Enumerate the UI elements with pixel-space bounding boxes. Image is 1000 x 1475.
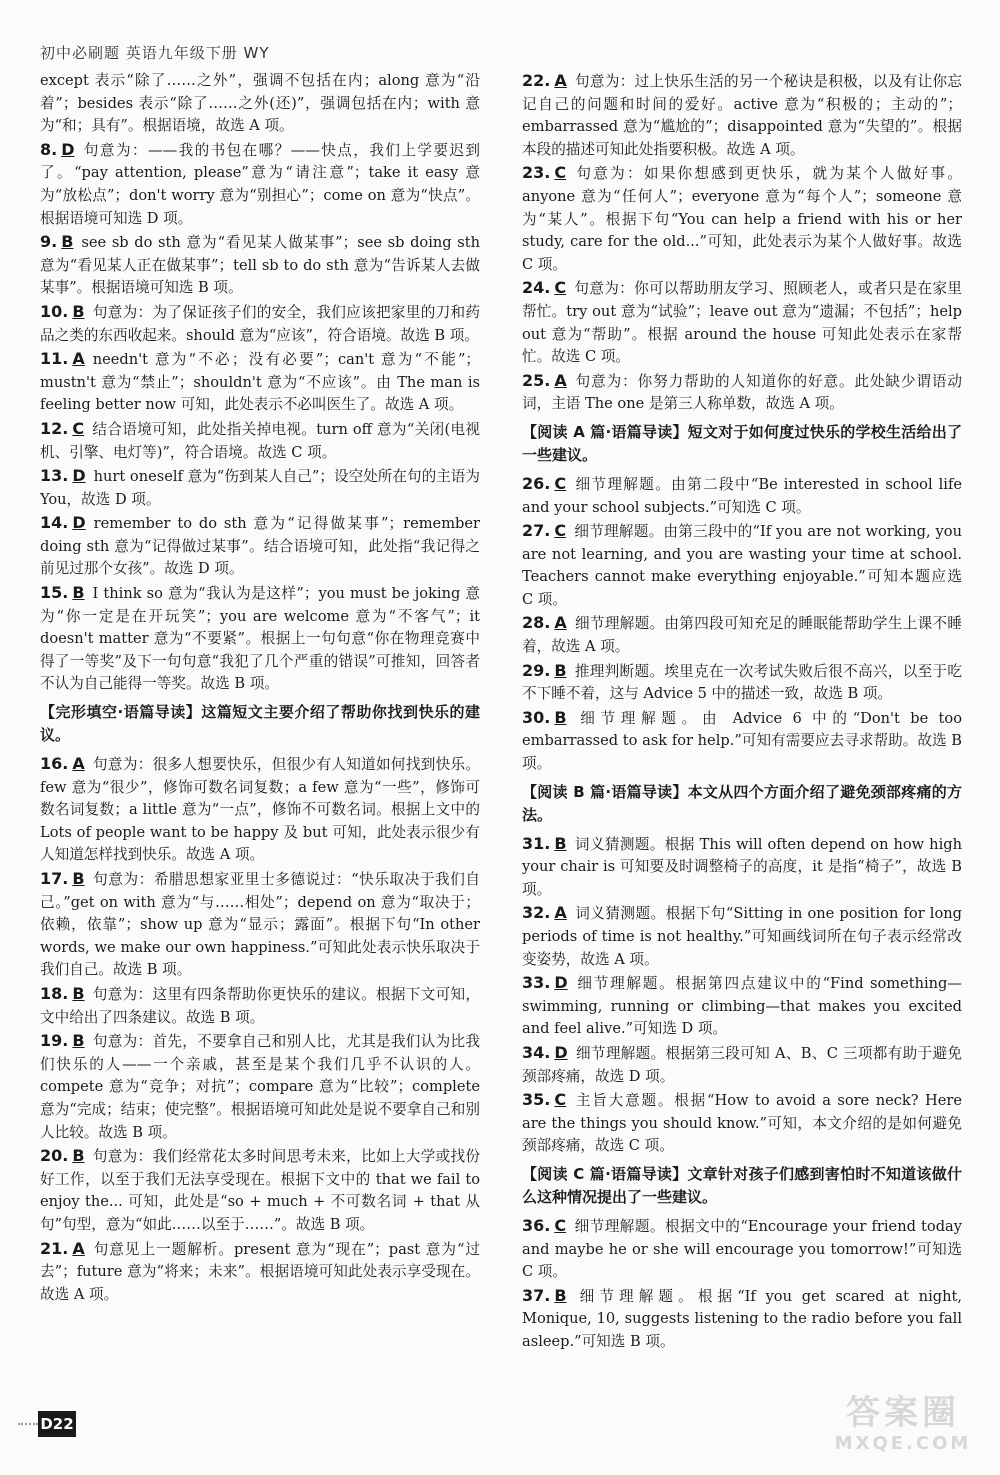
explanation-text: I think so 意为“我认为是这样”；you must be joking 意为“你一定是在开玩笑”；you are welcome 意为“不客气”；it doesn't matter 意为“不要紧”。根据上一句句意“你在物理竞赛中得了一等奖”及下一句句意“我犯了几个严重的错误”可推知，回答者不认为自己能得一等奖。故选 B 项。 — [40, 585, 480, 693]
explanation-text: 句意为：很多人想要快乐，但很少有人知道如何找到快乐。few 意为“很少”，修饰可数名词复数；a few 意为“一些”，修饰可数名词复数；a little 意为“一点”，修饰不可数名词。根据上文中的 Lots of people want to be happy 及 but 可知，此处表示很少有人知道怎样找到快乐。故选 A 项。 — [40, 756, 480, 864]
answer-item — [40, 301, 480, 347]
explanation-text: hurt oneself 意为“伤到某人自己”；设空处所在句的主语为 You，故选 D 项。 — [40, 468, 480, 508]
explanation-text: 词义猜测题。根据 This will often depend on how high your chair is 可知要及时调整椅子的高度，it 是指“椅子”，故选 B 项。 — [522, 835, 962, 898]
answer-item — [522, 473, 962, 519]
page-dots-decoration — [18, 1423, 38, 1425]
answer-letter: B — [72, 1146, 85, 1166]
explanation-text: 句意为：你努力帮助的人知道你的好意。此处缺少谓语动词，主语 The one 是第三人称单数，故选 A 项。 — [522, 372, 962, 413]
right-column — [522, 70, 962, 1355]
explanation-text: 句意为：为了保证孩子们的安全，我们应该把家里的刀和药品之类的东西收起来。should 意为“应该”，符合语境。故选 B 项。 — [40, 303, 480, 344]
answer-letter: A — [554, 903, 567, 923]
section-intro: 【完形填空·语篇导读】这篇短文主要介绍了帮助你找到快乐的建议。 — [40, 703, 480, 745]
answer-item — [522, 70, 962, 161]
explanation-text: see sb do sth 意为“看见某人做某事”；see sb doing sth 意为“看见某人正在做某事”；tell sb to do sth 意为“告诉某人去做某事”。根据语境可知选 B 项。 — [40, 234, 480, 297]
answer-item — [522, 520, 962, 611]
answer-letter: D — [72, 513, 86, 533]
answer-item — [40, 418, 480, 464]
question-number: 30. — [522, 707, 551, 727]
answer-item — [40, 231, 480, 300]
explanation-text: 细节理解题。根据第三段可知 A、B、C 三项都有助于避免颈部疼痛，故选 D 项。 — [522, 1044, 962, 1085]
explanation-text: 细节理解题。由第三段中的“If you are not working, you are not learning, and you are wasting your time at school. Teachers cannot make everything enjoyable.”可知本题应选 C 项。 — [522, 523, 962, 608]
answer-letter: B — [72, 301, 85, 321]
answer-item — [40, 348, 480, 417]
answer-item — [40, 139, 480, 230]
explanation-text: 细节理解题。根据文中的“Encourage your friend today and maybe he or she will encourage you tomorrow!”可知选 C 项。 — [522, 1217, 962, 1281]
answer-letter: B — [72, 869, 85, 888]
explanation-text: 细节理解题。由第四段可知充足的睡眠能帮助学生上课不睡着，故选 A 项。 — [522, 615, 962, 656]
answer-letter: A — [72, 754, 85, 774]
explanation-text: needn't 意为“不必；没有必要”；can't 意为“不能”；mustn't 意为“禁止”；shouldn't 意为“不应该”。由 The man is feeling better now 可知，此处表示不必叫医生了。故选 A 项。 — [40, 351, 480, 414]
answer-letter: A — [554, 71, 567, 90]
answer-item — [522, 1042, 962, 1088]
explanation-text: 细节理解题。根据第四点建议中的“Find something—swimming, running or climbing—that makes you excited and feel alive.”可知选 D 项。 — [522, 975, 962, 1038]
continued-text: except 表示“除了……之外”，强调不包括在内；along 意为“沿着”；besides 表示“除了……之外(还)”，强调包括在内；with 意为“和；具有”。根据语境，故选 A 项。 — [40, 72, 480, 135]
answer-item — [522, 972, 962, 1041]
question-number: 29. — [522, 660, 551, 680]
explanation-text: 句意为：这里有四条帮助你更快乐的建议。根据下文可知，文中给出了四条建议。故选 B 项。 — [40, 985, 480, 1026]
question-number: 28. — [522, 613, 551, 633]
explanation-text: 主旨大意题。根据“How to avoid a sore neck? Here are the things you should know.”可知，本文介绍的是如何避免颈部疼痛，故选 C 项。 — [522, 1092, 962, 1155]
explanation-text: 句意为：首先，不要拿自己和别人比，尤其是我们认为比我们快乐的人——一个亲戚，甚至是某个我们几乎不认识的人。compete 意为“竞争；对抗”；compare 意为“比较”；complete 意为“完成；结束；使完整”。根据语境可知此处是说不要拿自己和别人比较。故选 B 项。 — [40, 1033, 480, 1141]
question-number: 15. — [40, 583, 69, 603]
answer-letter: B — [554, 1285, 567, 1305]
answer-letter: B — [554, 707, 567, 727]
answer-letter: B — [554, 660, 567, 680]
answer-letter: B — [72, 1031, 85, 1051]
question-number: 9. — [40, 232, 58, 252]
question-number: 8. — [40, 139, 58, 159]
question-number: 35. — [522, 1090, 551, 1110]
answer-letter: B — [554, 833, 567, 853]
answer-letter: C — [554, 1090, 567, 1110]
left-column — [40, 70, 480, 1307]
answer-item — [40, 1238, 480, 1307]
question-number: 27. — [522, 521, 551, 541]
answer-item — [522, 1215, 962, 1284]
explanation-text: 细节理解题。由第二段中“Be interested in school life and your school subjects.”可知选 C 项。 — [522, 475, 962, 516]
answer-item — [40, 868, 480, 982]
answer-letter: D — [554, 1042, 568, 1062]
page-number: D22 — [38, 1411, 76, 1437]
question-number: 34. — [522, 1042, 551, 1062]
answer-letter: B — [61, 232, 74, 252]
answer-item — [522, 162, 962, 276]
answer-letter: A — [554, 370, 567, 390]
question-number: 21. — [40, 1238, 69, 1258]
question-number: 32. — [522, 903, 551, 923]
answer-item — [522, 833, 962, 902]
answer-letter: D — [554, 973, 568, 993]
explanation-text: 细节理解题。根据“If you get scared at night, Monique, 10, suggests listening to the radio before you fall asleep.”可知选 B 项。 — [522, 1287, 962, 1350]
question-number: 31. — [522, 833, 551, 853]
answer-letter: C — [554, 163, 567, 183]
explanation-text: 推理判断题。埃里克在一次考试失败后很不高兴，以至于吃不下睡不着，这与 Advice 5 中的描述一致，故选 B 项。 — [522, 662, 962, 703]
answer-item — [522, 707, 962, 776]
section-intro: 【阅读 A 篇·语篇导读】短文对于如何度过快乐的学校生活给出了一些建议。 — [522, 422, 962, 464]
answer-letter: A — [72, 1238, 85, 1258]
answer-item — [40, 753, 480, 867]
answer-letter: B — [72, 583, 85, 603]
answer-item — [522, 370, 962, 416]
explanation-text: 句意见上一题解析。present 意为“现在”；past 意为“过去”；future 意为“将来；未来”。根据语境可知此处表示享受现在。故选 A 项。 — [40, 1240, 480, 1303]
explanation-text: 句意为：希腊思想家亚里士多德说过：“快乐取决于我们自己。”get on with 意为“与……相处”；depend on 意为“取决于；依赖，依靠”；show up 意为“显示；露面”。根据下句“In other words, we make our own happiness.”可知此处表示快乐取决于我们自己。故选 B 项。 — [40, 871, 480, 979]
watermark-line1: 答案圈 — [846, 1393, 960, 1433]
answer-item — [40, 983, 480, 1029]
explanation-text: 句意为：过上快乐生活的另一个秘诀是积极，以及有让你忘记自己的问题和时间的爱好。active 意为“积极的；主动的”；embarrassed 意为“尴尬的”；disappointed 意为“失望的”。根据本段的描述可知此处指要积极。故选 A 项。 — [522, 73, 962, 158]
question-number: 12. — [40, 418, 69, 438]
answer-letter: D — [72, 466, 86, 486]
answer-letter: A — [72, 349, 85, 369]
answer-item — [522, 277, 962, 368]
question-number: 13. — [40, 466, 69, 486]
explanation-text: 细节理解题。由 Advice 6 中的“Don't be too embarrassed to ask for help.”可知有需要应去寻求帮助。故选 B 项。 — [522, 709, 962, 773]
answer-item — [40, 1145, 480, 1236]
question-number: 14. — [40, 513, 69, 533]
question-number: 17. — [40, 869, 69, 888]
question-number: 37. — [522, 1285, 551, 1305]
question-number: 26. — [522, 473, 551, 493]
question-number: 36. — [522, 1215, 551, 1235]
answer-letter: C — [554, 473, 567, 493]
answer-item — [40, 512, 480, 581]
question-number: 20. — [40, 1146, 69, 1166]
watermark-line2: MXQE.COM — [834, 1433, 972, 1454]
answer-letter: C — [554, 521, 567, 541]
answer-item — [522, 612, 962, 658]
question-number: 18. — [40, 983, 69, 1003]
answer-letter: C — [554, 278, 567, 298]
explanation-text: 句意为：——我的书包在哪？——快点，我们上学要迟到了。“pay attention, please”意为“请注意”；take it easy 意为“放松点”；don't worry 意为“别担心”；come on 意为“快点”。根据语境可知选 D 项。 — [40, 141, 480, 227]
question-number: 24. — [522, 278, 551, 298]
section-intro: 【阅读 B 篇·语篇导读】本文从四个方面介绍了避免颈部疼痛的方法。 — [522, 782, 962, 824]
explanation-text: 词义猜测题。根据下句“Sitting in one position for long periods of time is not healthy.”可知画线词所在句子表示经常改变姿势，故选 A 项。 — [522, 905, 962, 968]
answer-letter: B — [72, 983, 85, 1003]
answer-letter: D — [61, 139, 75, 159]
answer-item — [522, 902, 962, 971]
question-number: 33. — [522, 973, 551, 993]
explanation-text: 句意为：我们经常花太多时间思考未来，比如上大学或找份好工作，以至于我们无法享受现在。根据下文中的 that we fail to enjoy the... 可知，此处是“so + much + 不可数名词 + that 从句”句型，意为“如此……以至于……”。故选 B 项。 — [40, 1148, 480, 1233]
question-number: 23. — [522, 163, 551, 183]
answer-letter: A — [554, 613, 567, 633]
question-number: 25. — [522, 370, 551, 390]
watermark-logo — [828, 1393, 978, 1463]
answer-item — [40, 465, 480, 511]
page-header: 初中必刷题 英语九年级下册 WY — [40, 44, 270, 62]
question-number: 11. — [40, 349, 69, 369]
explanation-text: 句意为：你可以帮助朋友学习、照顾老人，或者只是在家里帮忙。try out 意为“试验”；leave out 意为“遗漏；不包括”；help out 意为“帮助”。根据 around the house 可知此处表示在家帮忙。故选 C 项。 — [522, 280, 962, 366]
question-number: 22. — [522, 71, 551, 90]
answer-item — [522, 1089, 962, 1158]
answer-item — [522, 1285, 962, 1354]
answer-item — [522, 660, 962, 706]
answer-letter: C — [554, 1215, 567, 1235]
question-number: 16. — [40, 754, 69, 774]
section-intro: 【阅读 C 篇·语篇导读】文章针对孩子们感到害怕时不知道该做什么这种情况提出了一些建议。 — [522, 1164, 962, 1206]
explanation-text: 句意为：如果你想感到更快乐，就为某个人做好事。anyone 意为“任何人”；everyone 意为“每个人”；someone 意为“某人”。根据下句“You can help a friend with his or her study, care for the old...”可知，此处表示为某个人做好事。故选 C 项。 — [522, 165, 962, 273]
question-number: 19. — [40, 1031, 69, 1051]
answer-letter: C — [72, 418, 85, 438]
answer-item — [40, 1030, 480, 1144]
question-number: 10. — [40, 301, 69, 321]
answer-item — [40, 582, 480, 696]
explanation-text: remember to do sth 意为“记得做某事”；remember doing sth 意为“记得做过某事”。结合语境可知，此处指“我记得之前见过那个女孩”。故选 D 项。 — [40, 515, 480, 578]
explanation-text: 结合语境可知，此处指关掉电视。turn off 意为“关闭(电视机、引擎、电灯等)”，符合语境。故选 C 项。 — [40, 420, 480, 461]
